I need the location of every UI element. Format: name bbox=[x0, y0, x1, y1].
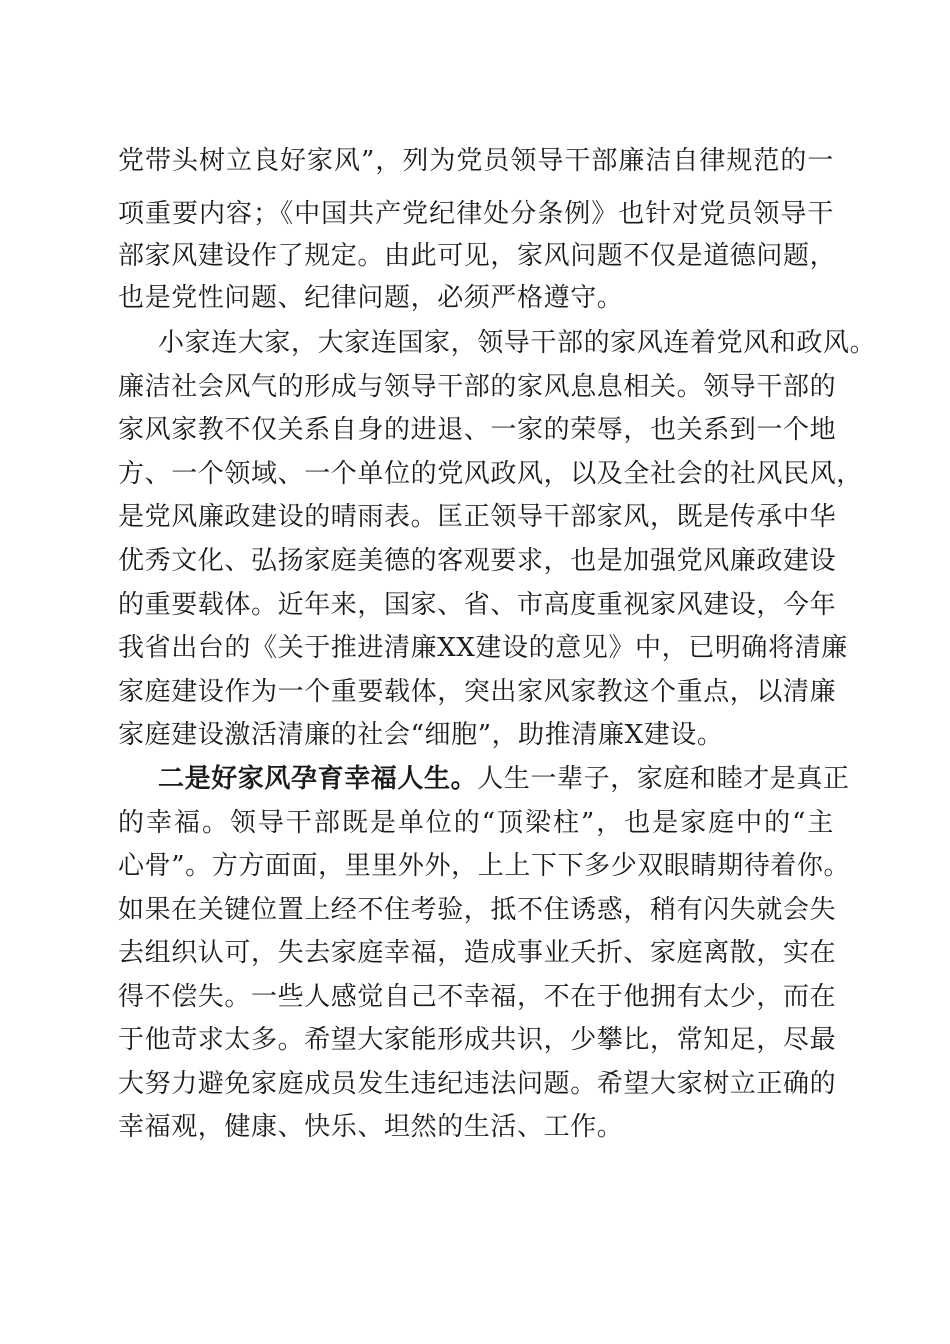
paragraph-2-line-10: 家庭建设激活清廉的社会“细胞”，助推清廉X建设。 bbox=[118, 720, 724, 750]
paragraph-2-line-8: 我省出台的《关于推进清廉XX建设的意见》中，已明确将清廉 bbox=[118, 633, 848, 663]
paragraph-3-line-6: 得不偿失。一些人感觉自己不幸福，不在于他拥有太少，而在 bbox=[118, 982, 837, 1012]
paragraph-1-line-1: 党带头树立良好家风”，列为党员领导干部廉洁自律规范的一 bbox=[118, 146, 834, 176]
paragraph-2-line-5: 是党风廉政建设的晴雨表。匡正领导干部家风，既是传承中华 bbox=[118, 502, 837, 532]
paragraph-3-line-1-rest: 人生一辈子，家庭和睦才是真正 bbox=[477, 764, 850, 794]
paragraph-2-line-1: 小家连大家，大家连国家，领导干部的家风连着党风和政风。 bbox=[158, 328, 877, 358]
paragraph-3-line-5: 去组织认可，失去家庭幸福，造成事业夭折、家庭离散，实在 bbox=[118, 938, 837, 968]
paragraph-2-line-7: 的重要载体。近年来，国家、省、市高度重视家风建设，今年 bbox=[118, 590, 837, 620]
paragraph-2-line-2: 廉洁社会风气的形成与领导干部的家风息息相关。领导干部的 bbox=[118, 372, 837, 402]
paragraph-3-line-9: 幸福观，健康、快乐、坦然的生活、工作。 bbox=[118, 1112, 624, 1142]
paragraph-1-line-2: 项重要内容；《中国共产党纪律处分条例》也针对党员领导干 bbox=[118, 199, 834, 229]
paragraph-2-line-9: 家庭建设作为一个重要载体，突出家风家教这个重点，以清廉 bbox=[118, 677, 837, 707]
paragraph-3-line-3: 心骨”。方方面面，里里外外，上上下下多少双眼睛期待着你。 bbox=[118, 851, 851, 881]
paragraph-3-lead-heading: 二是好家风孕育幸福人生。 bbox=[158, 764, 478, 794]
paragraph-2-line-3: 家风家教不仅关系自身的进退、一家的荣辱，也关系到一个地 bbox=[118, 415, 837, 445]
paragraph-1-line-4: 也是党性问题、纪律问题，必须严格遵守。 bbox=[118, 283, 624, 313]
paragraph-3-line-8: 大努力避免家庭成员发生违纪违法问题。希望大家树立正确的 bbox=[118, 1069, 837, 1099]
paragraph-3-line-4: 如果在关键位置上经不住考验，抵不住诱惑，稍有闪失就会失 bbox=[118, 895, 837, 925]
paragraph-1-line-3: 部家风建设作了规定。由此可见，家风问题不仅是道德问题， bbox=[118, 241, 837, 271]
paragraph-3-line-7: 于他苛求太多。希望大家能形成共识，少攀比，常知足，尽最 bbox=[118, 1025, 837, 1055]
paragraph-3-line-1 bbox=[158, 759, 850, 799]
paragraph-2-line-4: 方、一个领域、一个单位的党风政风，以及全社会的社风民风， bbox=[118, 459, 863, 489]
paragraph-2-line-6: 优秀文化、弘扬家庭美德的客观要求，也是加强党风廉政建设 bbox=[118, 546, 837, 576]
paragraph-3-line-2: 的幸福。领导干部既是单位的“顶梁柱”，也是家庭中的“主 bbox=[118, 808, 834, 838]
